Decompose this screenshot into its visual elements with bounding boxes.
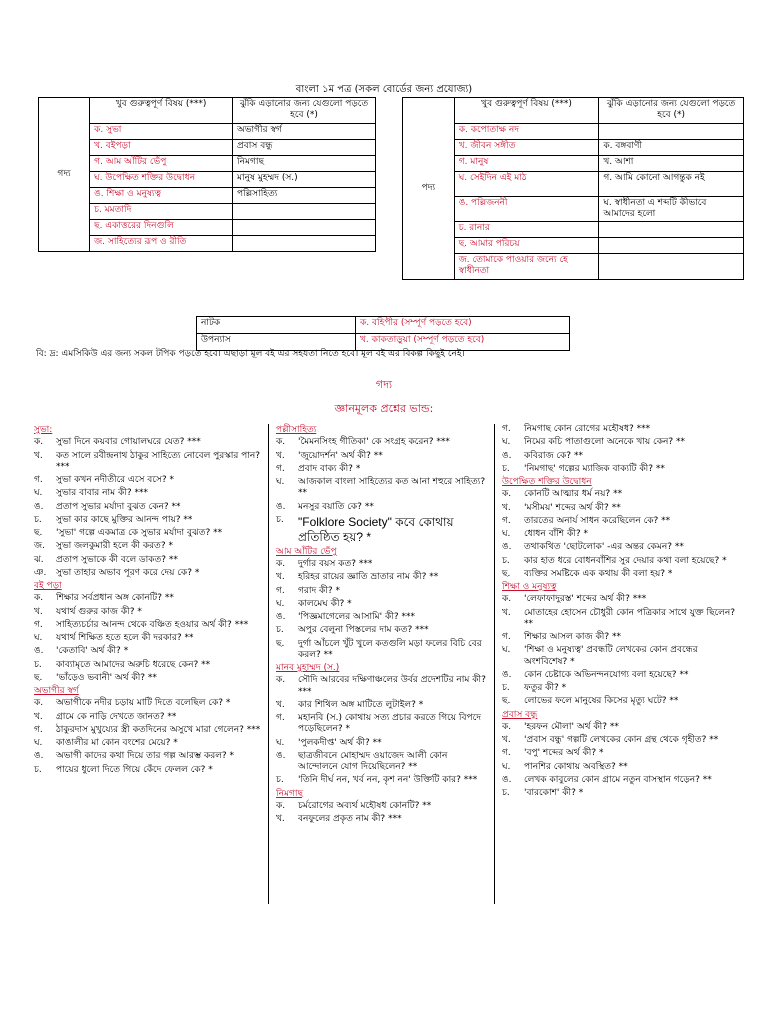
question-item (276, 612, 486, 623)
question-item (276, 675, 486, 698)
question-item (502, 683, 740, 694)
question-item (276, 814, 486, 825)
genre-title: খ. কাকতাড়ুয়া (সম্পূর্ণ পড়তে হবে) (356, 334, 570, 351)
question-number: ছ. (34, 672, 43, 683)
question-item (34, 607, 262, 618)
question-number: ক. (276, 675, 286, 686)
question-item (502, 748, 740, 759)
question-text: 'শিক্ষা ও মনুষ্যত্ব' প্রবন্ধটি লেখকের কোন প্রবন্ধের অংশবিশেষ? * (524, 645, 698, 667)
question-text: 'পিজ্ঞমাগেলের আসামি' কী? *** (298, 612, 415, 622)
question-item (502, 722, 740, 733)
question-item (34, 765, 262, 776)
question-number: খ. (502, 735, 511, 745)
column-divider (494, 424, 495, 904)
topic-risk: মানুষ মুহম্মদ (স.) (233, 171, 376, 187)
question-number: খ. (502, 502, 511, 513)
header-important: খুব গুরুত্বপূর্ণ বিষয় (***) (90, 98, 233, 124)
question-number: চ. (34, 764, 42, 775)
question-item (276, 713, 486, 736)
question-number: ঙ. (502, 542, 512, 553)
question-number: ঝ. (34, 554, 44, 565)
question-text: 'জুয়োদর্শন' অর্থ কী? ** (298, 450, 383, 461)
question-number: ঙ. (276, 750, 286, 761)
question-number: ঘ. (276, 477, 285, 487)
topic-risk (599, 222, 744, 238)
question-item (502, 529, 740, 540)
question-item (34, 475, 262, 486)
topic-important: ঙ. শিক্ষা ও মনুষ্যত্ব (90, 187, 233, 203)
question-item (34, 673, 262, 684)
question-item (34, 502, 262, 513)
question-text: 'তিনি দীর্ঘ নন, খর্ব নন, কৃশ নন' উক্তিটি কার? *** (298, 775, 478, 786)
topic-important: ঘ. উপেক্ষিত শক্তির উদ্বোধন (90, 171, 233, 187)
topic-important: ছ. একাত্তরের দিনগুলি (90, 219, 233, 235)
question-number: খ. (34, 450, 43, 461)
question-number: ক. (34, 437, 44, 448)
question-item (502, 437, 740, 448)
question-number: ঙ. (502, 669, 512, 680)
question-text: কবিরাজ কে? ** (524, 450, 583, 461)
question-item (276, 801, 486, 812)
question-number: ঙ. (34, 646, 44, 657)
topic-risk: পল্লিসাহিত্য (233, 187, 376, 203)
question-number: খ. (276, 814, 285, 824)
question-text: বনফুলের প্রকৃত নাম কী? *** (298, 814, 402, 824)
question-number: চ. (276, 625, 284, 636)
knowledge-questions-heading: জ্ঞানমূলক প্রশ্নের ভান্ড: (334, 402, 434, 415)
question-text: 'লেফাফাদুরস্ত' শব্দের অর্থ কী? *** (524, 594, 647, 605)
question-text: সুভা কার কাছে মুক্তির আনন্দ পায়? ** (56, 514, 193, 525)
question-item (34, 568, 262, 579)
question-number: ঙ. (276, 501, 286, 512)
question-item (276, 751, 486, 774)
question-text: গরাদ কী? * (298, 585, 341, 596)
topic-risk (233, 203, 376, 219)
question-text: 'পুলকদীপ্ত' অর্থ কী? ** (298, 737, 382, 748)
question-number: ঘ. (276, 598, 285, 609)
question-number: চ. (502, 555, 510, 566)
question-item (502, 424, 740, 435)
question-number: খ. (34, 606, 43, 617)
question-text: আজকাল বাংলা সাহিত্যের কত আনা শহুরে সাহিত্য? ** (298, 477, 486, 499)
question-number: খ. (276, 699, 285, 710)
question-number: ঙ. (276, 612, 286, 622)
question-number: ছ. (34, 528, 43, 538)
question-number: গ. (276, 585, 285, 596)
question-text: প্রবাদ বাক্য কী? * (298, 463, 361, 474)
question-number: ক. (276, 559, 286, 569)
question-item (276, 738, 486, 749)
question-item (34, 712, 262, 723)
topic-important: গ. মানুষ (454, 155, 599, 171)
question-item (502, 451, 740, 462)
section-title: আম আঁটির ভেঁপু (276, 546, 337, 557)
question-text: পায়ের ধুলো দিতে গিয়ে কেঁদে ফেলল কে? * (56, 764, 213, 775)
question-text: গ্রামে কে নাড়ি দেখতে জানত? ** (56, 711, 177, 722)
question-number: খ. (34, 711, 43, 722)
section-label: গদ্য (39, 98, 90, 252)
topic-risk (599, 123, 744, 139)
question-number: ক. (502, 594, 512, 605)
question-item (276, 572, 486, 583)
question-item (502, 516, 740, 527)
question-text: তারতের অনার্য সাধন করেছিলেন কে? ** (524, 515, 671, 526)
question-text: সুভা জলকুমারী হলে কী করত? * (56, 541, 173, 552)
question-text: চর্মরোগের অব্যর্থ মহৌষধ কোনটি? ** (298, 800, 432, 811)
question-text: 'সুভা' গল্পে একমাত্র কে সুভার মর্যাদা বুঝত? ** (56, 528, 223, 538)
question-text: 'নিমগাছ' গল্পের ম্যাজিক বাক্যটি কী? ** (524, 463, 665, 474)
section-title: নিমগাছ (276, 788, 303, 799)
genre-title: ক. বহিপীর (সম্পূর্ণ পড়তে হবে) (356, 317, 570, 334)
question-number: ছ. (502, 568, 511, 579)
question-item (34, 541, 262, 552)
topic-important: গ. আম আঁটির ভেঁপু (90, 155, 233, 171)
header-important: খুব গুরুত্বপূর্ণ বিষয় (***) (454, 98, 599, 124)
question-item (502, 464, 740, 475)
note-text: বি: দ্র: এমসিকিউ এর জন্য সকল টপিক পড়তে হবে। এছাড়া মূল বই এর সহযতা নিতে হবে। মূল বই এর বিকল্প কিছুই নেই। (36, 349, 465, 359)
question-number: ঘ. (502, 761, 511, 772)
topic-risk: গ. আমি কোনো আগন্তুক নই (599, 171, 744, 196)
question-number: ঘ. (502, 529, 511, 539)
question-text: লোভের ফলে মানুষের কিসের মৃত্যু ঘটে? ** (524, 696, 679, 707)
question-number: ক. (34, 593, 44, 604)
question-number: ঙ. (34, 751, 44, 762)
question-item (502, 632, 740, 643)
question-text: 'বারকোশ' কী? * (524, 788, 584, 798)
question-text: কোন চেষ্টাকে অভিনন্দনযোগ্য বলা হয়েছে? ** (524, 669, 689, 680)
question-text: 'মসীময়' শব্দের অর্থ কী? ** (524, 502, 621, 513)
question-item (34, 646, 262, 657)
question-text: 'মৈমনসিংহ গীতিকা' কে সংগ্রহ করেন? *** (298, 437, 450, 448)
question-number: খ. (276, 572, 285, 583)
question-item (34, 660, 262, 671)
question-number: চ. (502, 463, 510, 474)
question-text: 'বপু' শব্দের অর্থ কী? * (524, 748, 604, 759)
question-item (502, 503, 740, 514)
question-text: ব্যক্তির সমষ্টিকে এক কথায় কী বলা হয়? * (524, 568, 673, 579)
topic-important: ক. সুভা (90, 123, 233, 139)
section-label: পদ্য (403, 98, 455, 280)
question-number: খ. (276, 450, 285, 461)
question-number: চ. (502, 788, 510, 798)
question-number: ছ. (276, 638, 285, 649)
question-number: চ. (34, 659, 42, 670)
question-item (502, 775, 740, 786)
question-number: ঙ. (34, 501, 44, 512)
question-text: 'প্রবাস বন্ধু' গল্পটি লেখকের কোন গ্রন্থ থেকে গৃহীত? ** (524, 735, 719, 745)
question-text: ঠাকুরদাস মুখুয্যের স্ত্রী কতদিনের অসুখে মারা গেলেন? *** (56, 724, 261, 735)
question-number: গ. (276, 463, 285, 474)
question-number: ক. (502, 721, 512, 732)
question-text: যথার্থ গুরুর কাজ কী? * (56, 606, 142, 617)
question-item (502, 542, 740, 553)
topic-important: জ. সাহিত্যের রূপ ও রীতি (90, 235, 233, 251)
question-text: কার শিথিল অঙ্গ মাটিতে লুটাইল? * (298, 699, 424, 710)
questions-column-1 (34, 424, 262, 778)
section-title: পল্লীসাহিত্য (276, 425, 317, 435)
section-title: প্রবাস বন্ধু (502, 709, 538, 720)
question-number: চ. (276, 514, 284, 525)
question-text: সুভা কখন নদীতীরে এসে বসে? * (56, 475, 174, 485)
topic-risk: ঘ. স্বাধীনতা এ শব্দটি কীভাবে আমাদের হলো (599, 196, 744, 222)
question-number: ক. (34, 698, 44, 709)
topic-risk: ক. বঙ্গবাণী (599, 139, 744, 155)
question-number: গ. (276, 713, 285, 723)
question-number: গ. (502, 632, 511, 642)
question-text: সুভার বাবার নাম কী? *** (56, 488, 148, 499)
question-item (276, 464, 486, 475)
questions-column-3 (502, 424, 740, 801)
question-text: হরিহর রায়ের জ্ঞাতি ভ্রাতার নাম কী? ** (298, 572, 439, 583)
question-text: প্রতাপ সুভাকে কী বলে ডাকত? ** (56, 554, 178, 565)
section-title: অভাগীর স্বর্গ (34, 686, 79, 696)
question-item (502, 762, 740, 773)
question-number: ক. (502, 489, 512, 500)
question-number: ঘ. (502, 437, 511, 448)
question-number: গ. (502, 748, 511, 759)
question-item (276, 451, 486, 462)
prose-heading: গদ্য (375, 378, 393, 391)
question-item (34, 528, 262, 539)
section-title: বই পড়া (34, 581, 62, 591)
question-item (34, 451, 262, 474)
topic-important: ঙ. পল্লিজননী (454, 196, 599, 222)
question-item (502, 735, 740, 746)
question-item (34, 725, 262, 736)
question-text: পানশির কোথায় অবস্থিত? ** (524, 761, 628, 772)
questions-column-2 (276, 424, 486, 827)
question-item (34, 593, 262, 604)
question-number: ঘ. (34, 633, 43, 643)
question-number: গ. (34, 619, 43, 630)
question-item (34, 555, 262, 566)
topic-risk (599, 254, 744, 280)
question-item (34, 698, 262, 709)
question-item (502, 594, 740, 605)
question-number: চ. (276, 775, 284, 786)
question-number: ঙ. (502, 450, 512, 461)
question-text: সুভা দিনে কয়বার গোয়ালঘরে যেত? *** (56, 437, 201, 448)
question-number: গ. (502, 515, 511, 526)
question-text: 'হরফন মৌলা' অর্থ কী? ** (524, 721, 619, 732)
topic-risk: খ. আশা (599, 155, 744, 171)
question-number: খ. (502, 607, 511, 618)
question-text: 'কেতাবি' অর্থ কী? * (56, 646, 129, 657)
question-item (276, 502, 486, 513)
question-item (34, 738, 262, 749)
question-item (276, 775, 486, 786)
genre-label: উপন্যাস (197, 334, 356, 351)
column-divider (268, 424, 269, 904)
question-text: কালমেঘ কী? * (298, 598, 352, 609)
question-item (276, 477, 486, 500)
question-item (502, 556, 740, 567)
question-text: লেখক কাবুলের কোন গ্রামে নতুন বাসস্থান গড়েন? ** (524, 774, 712, 785)
question-text: যথার্থ শিক্ষিত হতে হলে কী দরকার? ** (56, 633, 194, 643)
question-item (502, 670, 740, 681)
topic-important: খ. জীবন সঙ্গীত (454, 139, 599, 155)
question-number: ঘ. (276, 737, 285, 748)
question-text: সুভা তাহার অভাব পূরণ করে দেয় কে? * (56, 567, 200, 578)
question-text: "Folklore Society" কবে কোথায় প্রতিষ্ঠিত হয়? * (298, 514, 454, 544)
question-text: অপুর বেলুনা পিস্তলের দাম কত? *** (298, 625, 429, 636)
question-text: নিমের কচি পাতাগুলো অনেকে খায় কেন? ** (524, 437, 686, 448)
question-item (276, 559, 486, 570)
prose-topics-table (38, 97, 376, 252)
header-risk: ঝুঁকি এড়ানোর জন্য যেগুলো পড়তে হবে (*) (599, 98, 744, 124)
topic-important: জ. তোমাকে পাওয়ার জন্যে হে স্বাধীনতা (454, 254, 599, 280)
topic-risk (233, 219, 376, 235)
question-item (34, 515, 262, 526)
question-text: সাহিত্যচর্চার আনন্দ থেকে বঞ্চিত হওয়ার অর্থ কী? *** (56, 619, 249, 630)
question-text: মনসুর বয়াতি কে? ** (298, 501, 374, 512)
topic-risk (233, 235, 376, 251)
question-text: মোতাহের হোসেন চৌধুরী কোন পত্রিকার সাথে যুক্ত ছিলেন? ** (524, 607, 736, 629)
question-number: চ. (502, 683, 510, 693)
genre-label: নাটক (197, 317, 356, 334)
question-number: গ. (34, 475, 43, 485)
question-text: সৌদি আরবের দক্ষিণাঞ্চলের উর্বর প্রদেশটির নাম কী? *** (298, 675, 486, 697)
question-number: ঙ. (502, 774, 512, 785)
question-text: কোনটি আত্মার ধর্ম নয়? ** (524, 489, 623, 500)
question-text: 'ভাঁড়েও ভবানী' অর্থ কী? ** (56, 672, 157, 683)
question-text: অভাগী কাদের কথা দিয়ে তার গল্প আরম্ভ করল? * (56, 751, 235, 762)
topic-important: ছ. আমার পরিচয় (454, 238, 599, 254)
question-item (502, 696, 740, 707)
question-text: নিমগাছ কোন রোগের মহৌষধ? *** (524, 424, 651, 434)
question-text: মহানবি (স.) কোথায় সত্য প্রচার করতে গিয়ে বিপদে পড়েছিলেন? * (298, 713, 481, 735)
topic-risk: নিমগাছ (233, 155, 376, 171)
question-item (276, 700, 486, 711)
question-item (502, 489, 740, 500)
question-text: শিক্ষার সর্বপ্রধান অঙ্গ কোনটি? ** (56, 593, 174, 604)
question-number: গ. (34, 724, 43, 735)
topic-important: চ. মমতাদি (90, 203, 233, 219)
question-text: ফতুর কী? * (524, 683, 567, 693)
section-title: সুভা: (34, 425, 53, 435)
page-title: বাংলা ১ম পত্র (সকল বোর্ডের জন্য প্রযোজ্য) (295, 84, 473, 95)
question-number: ক. (276, 437, 286, 448)
question-item (276, 515, 486, 545)
section-title: শিক্ষা ও মনুষ্যত্ব (502, 582, 557, 592)
question-text: কাব্যামৃতে আমাদের অরুচি ধরেছে কেন? ** (56, 659, 211, 670)
question-item (34, 633, 262, 644)
question-number: জ. (34, 541, 45, 552)
topic-risk (599, 238, 744, 254)
question-text: দুর্গা আঁচলে খুঁট খুলে কতগুলি মড়া ফলের বিচি বের করল? ** (298, 638, 482, 660)
question-item (502, 608, 740, 631)
question-text: প্রতাপ সুভার মর্যাদা বুঝত কেন? ** (56, 501, 181, 512)
section-title: মানব মুহাম্মদ (স.) (276, 663, 340, 673)
question-item (276, 437, 486, 448)
poetry-topics-table (402, 97, 744, 280)
question-item (502, 788, 740, 799)
question-text: তথাকথিত 'ছোটলোক' -এর অন্তর কেমন? ** (524, 542, 684, 553)
question-number: ঘ. (34, 488, 43, 499)
question-item (276, 599, 486, 610)
question-item (276, 639, 486, 662)
question-number: ঘ. (34, 738, 43, 748)
question-item (502, 569, 740, 580)
question-text: শিক্ষার আসল কাজ কী? ** (524, 632, 621, 642)
question-text: কত সালে রবীন্দ্রনাথ ঠাকুর সাহিত্যে নোবেল পুরস্কার পান? *** (56, 450, 261, 472)
drama-novel-table (196, 316, 570, 351)
question-item (34, 751, 262, 762)
question-item (276, 625, 486, 636)
topic-important: ঘ. সেইদিন এই মাঠ (454, 171, 599, 196)
question-text: কাঙালীর মা কোন বংশের মেয়ে? * (56, 738, 178, 748)
question-number: ছ. (502, 696, 511, 707)
question-item (276, 586, 486, 597)
question-number: ক. (276, 800, 286, 811)
question-text: ছাত্রজীবনে মোহাম্মদ ওয়াজেদ আলী কোন আন্দোলনে যোগ দিয়েছিলেন? ** (298, 750, 448, 772)
question-item (34, 488, 262, 499)
question-text: ধোধন বাঁশি কী? * (524, 529, 588, 539)
question-item (34, 620, 262, 631)
section-title: উপেক্ষিত শক্তির উদ্বোধন (502, 477, 592, 487)
question-text: কার হাত ধরে বোধনবাঁশির সুর দেয়ার কথা বলা হয়েছে? * (524, 555, 727, 566)
question-text: দুর্গার বয়স কত? *** (298, 559, 373, 569)
topic-important: খ. বইপড়া (90, 139, 233, 155)
topic-important: চ. রানার (454, 222, 599, 238)
question-text: অভাগীকে নদীর চড়ায় মাটি দিতে বলেছিল কে? * (56, 698, 231, 709)
question-number: গ. (502, 424, 511, 434)
question-item (34, 437, 262, 448)
question-item (502, 645, 740, 668)
topic-important: ক. কপোতাক্ষ নদ (454, 123, 599, 139)
topic-risk: অভাগীর স্বর্গ (233, 123, 376, 139)
question-number: চ. (34, 514, 42, 525)
topic-risk: প্রবাস বন্ধু (233, 139, 376, 155)
question-number: ঞ. (34, 567, 47, 578)
question-number: ঘ. (502, 645, 511, 656)
header-risk: ঝুঁকি এড়ানোর জন্য যেগুলো পড়তে হবে (*) (233, 98, 376, 124)
